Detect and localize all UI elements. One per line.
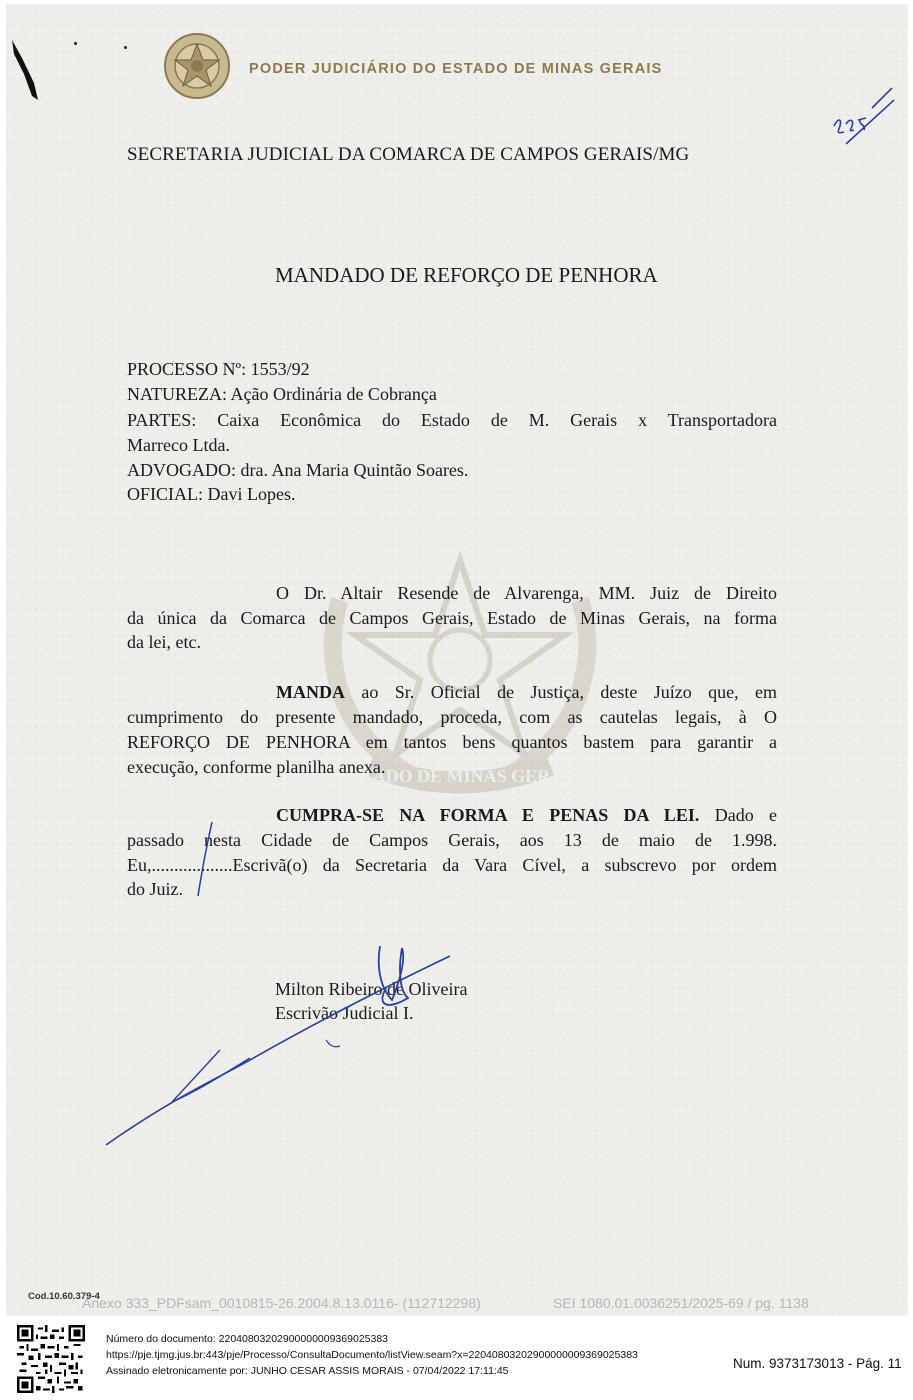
natureza-line: NATUREZA: Ação Ordinária de Cobrança: [127, 384, 437, 404]
header-org: PODER JUDICIÁRIO DO ESTADO DE MINAS GERAIS: [249, 61, 663, 77]
scan-smudge: [8, 38, 48, 108]
body-p2-line-2: cumprimento do presente mandado, proceda, com as cautelas legais, à O: [127, 707, 777, 727]
form-code: Cod.10.60.379-4: [28, 1291, 100, 1302]
partes-line-2: Marreco Ltda.: [127, 435, 230, 455]
svg-text:ESTADO DE MINAS GERAIS: ESTADO DE MINAS GERAIS: [339, 766, 581, 786]
cumpra-bold: CUMPRA-SE NA FORMA E PENAS DA LEI.: [276, 805, 700, 825]
state-crest-icon: [163, 32, 231, 100]
body-p3-line-1: CUMPRA-SE NA FORMA E PENAS DA LEI. Dado e: [276, 805, 777, 825]
body-p3-line-3: Eu,..................Escrivã(o) da Secretaria da Vara Cível, a subscrevo por ordem: [127, 855, 777, 875]
document-number: Número do documento: 22040803202900000009369025383: [106, 1333, 388, 1345]
body-p1-line-1: O Dr. Altair Resende de Alvarenga, MM. Juiz de Direito: [276, 583, 777, 603]
handwritten-signature: [100, 940, 500, 1150]
scan-dot: [124, 46, 127, 49]
body-p2-line-3: REFORÇO DE PENHORA em tantos bens quantos bastem para garantir a: [127, 732, 777, 752]
body-p1-line-2: da única da Comarca de Campos Gerais, Estado de Minas Gerais, na forma: [127, 608, 777, 628]
anexo-watermark: Anexo 333_PDFsam_0010815-26.2004.8.13.0116- (112712298): [82, 1295, 481, 1311]
body-p2-line-1: MANDA ao Sr. Oficial de Justiça, deste Juízo que, em: [276, 682, 777, 702]
secretaria-heading: SECRETARIA JUDICIAL DA COMARCA DE CAMPOS GERAIS/MG: [127, 144, 690, 165]
manda-bold: MANDA: [276, 682, 345, 702]
page-number: Num. 9373173013 - Pág. 11: [733, 1356, 902, 1371]
scan-dot: [74, 42, 77, 45]
signer-name: Milton Ribeiro de Oliveira: [275, 979, 468, 999]
sei-watermark: SEI 1080.01.0036251/2025-69 / pg. 1138: [553, 1295, 809, 1311]
electronic-signature: Assinado eletronicamente por: JUNHO CESAR ASSIS MORAIS - 07/04/2022 17:11:45: [106, 1365, 509, 1377]
processo-line: PROCESSO Nº: 1553/92: [127, 359, 310, 379]
signer-role: Escrivão Judicial I.: [275, 1003, 414, 1023]
oficial-line: OFICIAL: Davi Lopes.: [127, 484, 296, 504]
document-title: MANDADO DE REFORÇO DE PENHORA: [275, 263, 658, 287]
body-p3-line-2: passado nesta Cidade de Campos Gerais, aos 13 de maio de 1.998.: [127, 830, 777, 850]
partes-line-1: PARTES: Caixa Econômica do Estado de M. Gerais x Transportadora: [127, 410, 777, 430]
document-url[interactable]: https://pje.tjmg.jus.br:443/pje/Processo/ConsultaDocumento/listView.seam?x=22040803202900000009369025383: [106, 1349, 638, 1361]
body-p2-line-4: execução, conforme planilha anexa.: [127, 757, 386, 777]
qr-code: [17, 1325, 85, 1393]
pen-stroke: [190, 820, 220, 900]
handwritten-page-mark: [826, 84, 896, 154]
body-p3-line-4: do Juiz.: [127, 879, 183, 899]
body-p1-line-3: da lei, etc.: [127, 632, 201, 652]
advogado-line: ADVOGADO: dra. Ana Maria Quintão Soares.: [127, 460, 469, 480]
